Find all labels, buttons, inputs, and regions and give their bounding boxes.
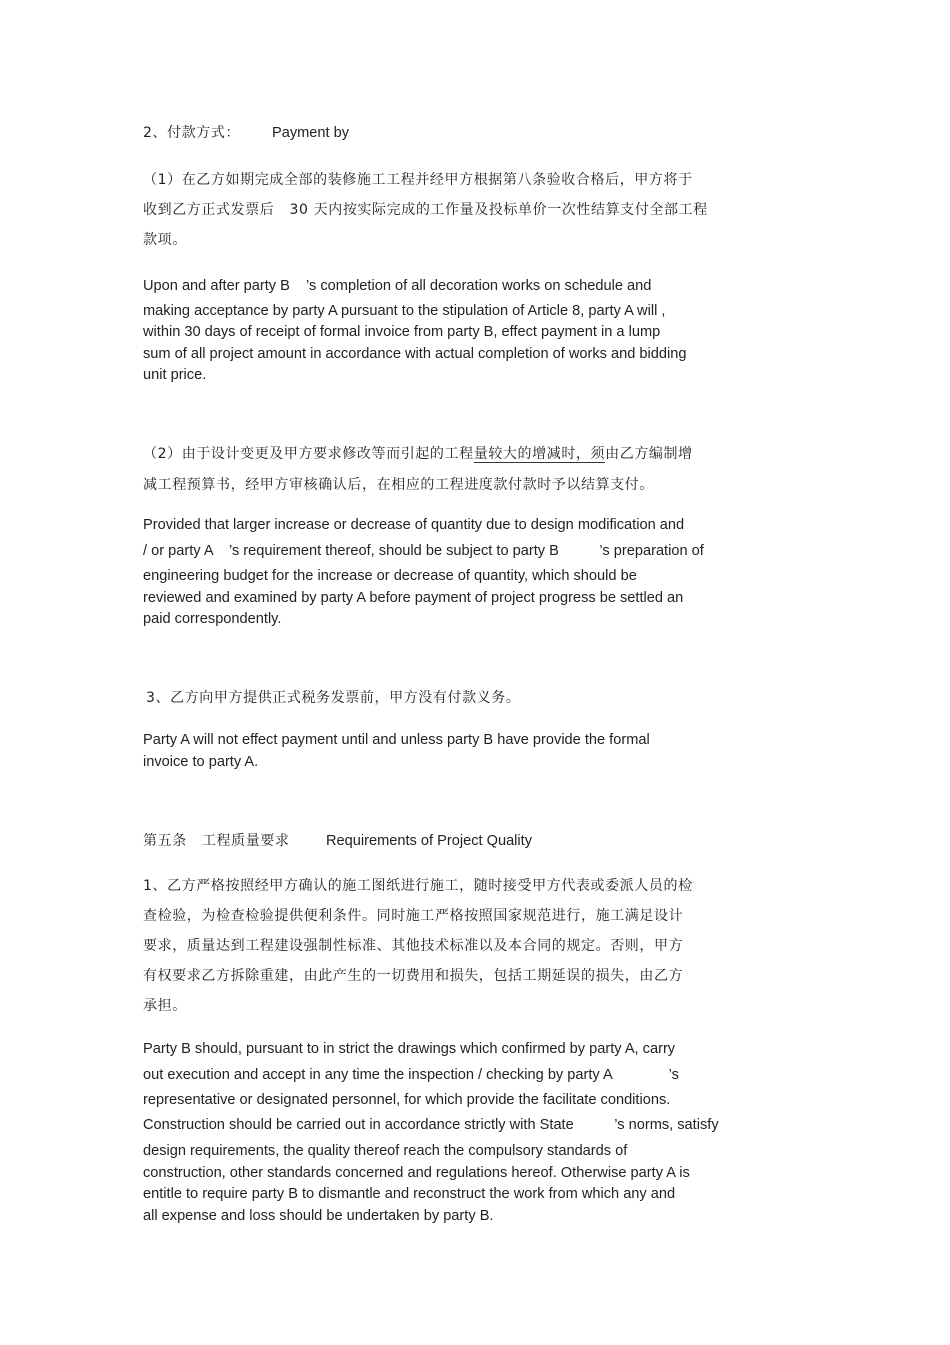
item2-en-line: reviewed and examined by party A before payment of project progress be settled an (143, 590, 684, 606)
item2-cn-line1 (143, 444, 693, 464)
quality-cn-line: 有权要求乙方拆除重建，由此产生的一切费用和损失，包括工期延误的损失，由乙方 (143, 968, 684, 984)
article5-heading-en: Requirements of Project Quality (326, 833, 533, 849)
quality-en-line: construction, other standards concerned and regulations hereof. Otherwise party A is (143, 1165, 690, 1181)
item2-en-line: paid correspondently. (143, 611, 282, 627)
item2-cn-text: （2）由于设计变更及甲方要求修改等而引起的工程 (143, 446, 474, 462)
item2-en-line: / or party A ’s requirement thereof, should be subject to party B ’s preparation of (143, 543, 704, 559)
item2-cn-text: 由乙方编制增 (605, 446, 693, 462)
article5-heading-cn: 第五条 工程质量要求 (143, 833, 290, 849)
item1-en-line: unit price. (143, 367, 207, 383)
payment-heading-cn: 2、付款方式： (143, 125, 241, 141)
quality-cn-line: 要求，质量达到工程建设强制性标准、其他技术标准以及本合同的规定。否则，甲方 (143, 938, 684, 954)
quality-en-line: representative or designated personnel, for which provide the facilitate conditions. (143, 1092, 671, 1108)
quality-en-line: entitle to require party B to dismantle and reconstruct the work from which any and (143, 1186, 676, 1202)
item1-cn-line: 款项。 (143, 232, 187, 248)
item1-en-line: Upon and after party B ’s completion of all decoration works on schedule and (143, 278, 652, 294)
quality-en-line: Construction should be carried out in accordance strictly with State ’s norms, satisfy (143, 1117, 719, 1133)
item3-en-line: Party A will not effect payment until and unless party B have provide the formal (143, 732, 650, 748)
item1-cn-line: 收到乙方正式发票后 30 天内按实际完成的工作量及投标单价一次性结算支付全部工程 (143, 202, 708, 218)
item1-en-line: making acceptance by party A pursuant to the stipulation of Article 8, party A will , (143, 303, 666, 319)
quality-cn-line: 1、乙方严格按照经甲方确认的施工图纸进行施工，随时接受甲方代表或委派人员的检 (143, 878, 693, 894)
quality-cn-line: 承担。 (143, 998, 187, 1014)
item2-en-line: engineering budget for the increase or decrease of quantity, which should be (143, 568, 637, 584)
item1-en-line: within 30 days of receipt of formal invoice from party B, effect payment in a lump (143, 324, 661, 340)
item3-cn: 3、乙方向甲方提供正式税务发票前，甲方没有付款义务。 (146, 690, 521, 706)
item1-en-line: sum of all project amount in accordance with actual completion of works and bidding (143, 346, 687, 362)
quality-en-line: all expense and loss should be undertaken by party B. (143, 1208, 494, 1224)
item3-en-line: invoice to party A. (143, 754, 259, 770)
payment-heading-en: Payment by (272, 125, 350, 141)
quality-en-line: Party B should, pursuant to in strict the drawings which confirmed by party A, carry (143, 1041, 676, 1057)
item1-cn-line: （1）在乙方如期完成全部的装修施工工程并经甲方根据第八条验收合格后，甲方将于 (143, 172, 693, 188)
item2-en-line: Provided that larger increase or decrease of quantity due to design modification and (143, 517, 685, 533)
item2-cn-underlined-text: 量较大的增减时，须 (473, 446, 606, 462)
quality-en-line: design requirements, the quality thereof reach the compulsory standards of (143, 1143, 628, 1159)
quality-en-line: out execution and accept in any time the inspection / checking by party A ’s (143, 1067, 679, 1083)
quality-cn-line: 查检验，为检查检验提供便利条件。同时施工严格按照国家规范进行，施工满足设计 (143, 908, 684, 924)
item2-cn-line2: 减工程预算书，经甲方审核确认后，在相应的工程进度款付款时予以结算支付。 (143, 477, 654, 493)
